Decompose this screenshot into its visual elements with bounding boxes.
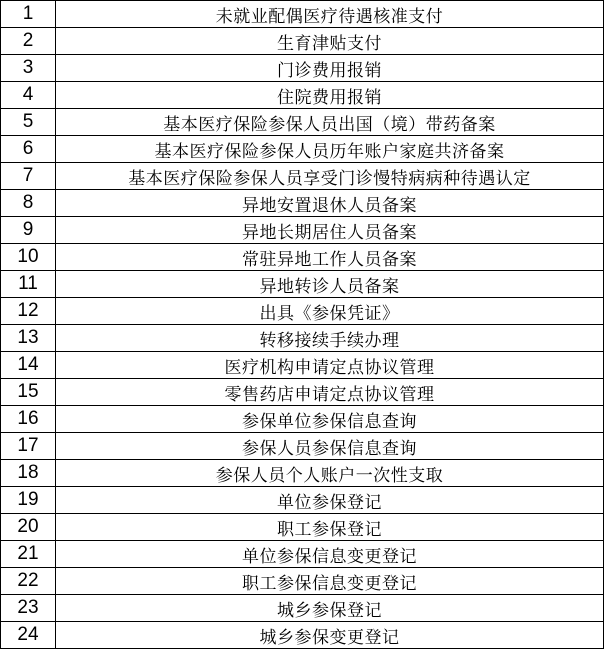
row-number-cell: 12 bbox=[1, 298, 56, 325]
table-row bbox=[1, 595, 604, 622]
service-name-cell: 转移接续手续办理 bbox=[56, 325, 604, 352]
service-name-cell: 城乡参保变更登记 bbox=[56, 622, 604, 649]
table-row bbox=[1, 433, 604, 460]
service-name-cell: 出具《参保凭证》 bbox=[56, 298, 604, 325]
table-row bbox=[1, 163, 604, 190]
row-number-cell: 9 bbox=[1, 217, 56, 244]
service-name-cell: 门诊费用报销 bbox=[56, 55, 604, 82]
table-row bbox=[1, 298, 604, 325]
service-name-cell: 异地转诊人员备案 bbox=[56, 271, 604, 298]
row-number-cell: 3 bbox=[1, 55, 56, 82]
table-row bbox=[1, 244, 604, 271]
table-row bbox=[1, 1, 604, 28]
table-row bbox=[1, 271, 604, 298]
table-row bbox=[1, 568, 604, 595]
row-number-cell: 10 bbox=[1, 244, 56, 271]
row-number-cell: 8 bbox=[1, 190, 56, 217]
service-name-cell: 参保单位参保信息查询 bbox=[56, 406, 604, 433]
table-row bbox=[1, 325, 604, 352]
service-name-cell: 职工参保信息变更登记 bbox=[56, 568, 604, 595]
row-number-cell: 14 bbox=[1, 352, 56, 379]
table-row bbox=[1, 136, 604, 163]
service-name-cell: 参保人员个人账户一次性支取 bbox=[56, 460, 604, 487]
table-row bbox=[1, 379, 604, 406]
table-row bbox=[1, 541, 604, 568]
table-row bbox=[1, 460, 604, 487]
table-row bbox=[1, 406, 604, 433]
service-name-cell: 参保人员参保信息查询 bbox=[56, 433, 604, 460]
row-number-cell: 4 bbox=[1, 82, 56, 109]
service-name-cell: 城乡参保登记 bbox=[56, 595, 604, 622]
row-number-cell: 11 bbox=[1, 271, 56, 298]
row-number-cell: 7 bbox=[1, 163, 56, 190]
row-number-cell: 1 bbox=[1, 1, 56, 28]
service-name-cell: 异地长期居住人员备案 bbox=[56, 217, 604, 244]
service-name-cell: 职工参保登记 bbox=[56, 514, 604, 541]
row-number-cell: 21 bbox=[1, 541, 56, 568]
row-number-cell: 15 bbox=[1, 379, 56, 406]
table-row bbox=[1, 190, 604, 217]
table-row bbox=[1, 622, 604, 649]
service-name-cell: 基本医疗保险参保人员享受门诊慢特病病种待遇认定 bbox=[56, 163, 604, 190]
table-body bbox=[1, 1, 604, 649]
table-row bbox=[1, 55, 604, 82]
table-row bbox=[1, 82, 604, 109]
row-number-cell: 17 bbox=[1, 433, 56, 460]
service-name-cell: 零售药店申请定点协议管理 bbox=[56, 379, 604, 406]
row-number-cell: 5 bbox=[1, 109, 56, 136]
row-number-cell: 20 bbox=[1, 514, 56, 541]
service-name-cell: 单位参保信息变更登记 bbox=[56, 541, 604, 568]
table-row bbox=[1, 514, 604, 541]
row-number-cell: 23 bbox=[1, 595, 56, 622]
service-name-cell: 单位参保登记 bbox=[56, 487, 604, 514]
row-number-cell: 24 bbox=[1, 622, 56, 649]
row-number-cell: 13 bbox=[1, 325, 56, 352]
service-name-cell: 生育津贴支付 bbox=[56, 28, 604, 55]
row-number-cell: 16 bbox=[1, 406, 56, 433]
row-number-cell: 18 bbox=[1, 460, 56, 487]
service-name-cell: 未就业配偶医疗待遇核准支付 bbox=[56, 1, 604, 28]
table-row bbox=[1, 352, 604, 379]
service-name-cell: 基本医疗保险参保人员出国（境）带药备案 bbox=[56, 109, 604, 136]
row-number-cell: 22 bbox=[1, 568, 56, 595]
table-row bbox=[1, 28, 604, 55]
row-number-cell: 6 bbox=[1, 136, 56, 163]
table-row bbox=[1, 109, 604, 136]
service-name-cell: 基本医疗保险参保人员历年账户家庭共济备案 bbox=[56, 136, 604, 163]
service-name-cell: 住院费用报销 bbox=[56, 82, 604, 109]
row-number-cell: 2 bbox=[1, 28, 56, 55]
table-row bbox=[1, 487, 604, 514]
row-number-cell: 19 bbox=[1, 487, 56, 514]
service-name-cell: 异地安置退休人员备案 bbox=[56, 190, 604, 217]
service-name-cell: 常驻异地工作人员备案 bbox=[56, 244, 604, 271]
service-name-cell: 医疗机构申请定点协议管理 bbox=[56, 352, 604, 379]
table-row bbox=[1, 217, 604, 244]
